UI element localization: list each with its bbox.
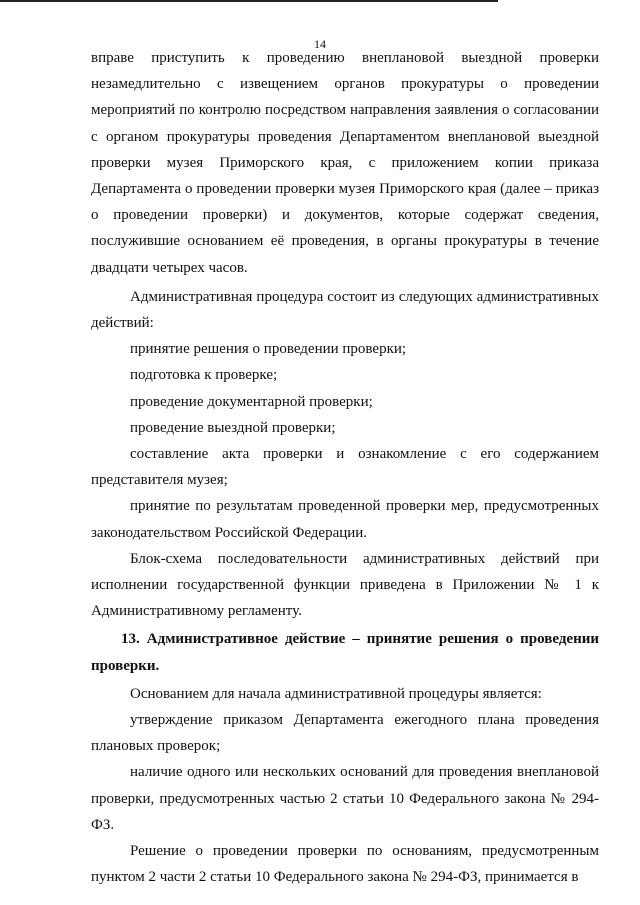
paragraph-flowchart: Блок-схема последовательности административных действий при исполнении государственной функции приведена в Приложении № 1 к Административному регламенту. (91, 550, 599, 620)
list-item-decision: принятие решения о проведении проверки; (130, 341, 407, 358)
paragraph-procedure-intro: Административная процедура состоит из следующих административных действий: (91, 288, 599, 332)
document-body (91, 45, 599, 891)
paragraph-grounds-intro: Основанием для начала административной процедуры является: (130, 685, 542, 702)
list-item-field-check: проведение выездной проверки; (130, 419, 336, 436)
paragraph-decision: Решение о проведении проверки по основаниям, предусмотренным пунктом 2 части 2 статьи 10 Федерального закона № 294-ФЗ, принимается в (91, 843, 599, 886)
list-item-measures: принятие по результатам проведенной проверки мер, предусмотренных законодательством Российской Федерации. (91, 498, 599, 541)
page-number: 14 (314, 37, 326, 51)
list-item-preparation: подготовка к проверке; (130, 367, 278, 384)
section-heading: 13. Административное действие – принятие решения о проведении проверки. (91, 631, 599, 674)
top-border-line (0, 0, 498, 2)
paragraph-grounds-unplanned: наличие одного или нескольких оснований для проведения внеплановой проверки, предусмотренных частью 2 статьи 10 Федерального закона № 294-ФЗ. (91, 764, 599, 833)
paragraph-continuation: вправе приступить к проведению внеплановой выездной проверки незамедлительно с извещением органов прокуратуры о проведении мероприятий по контролю посредством направления заявления о согласовании с органом прокуратуры проведения Департаментом внеплановой выездной проверки музея Приморского края, с приложением копии приказа Департамента о проведении проверки музея Приморского края (далее – приказ о проведении проверки) и документов, которые содержат сведения, послужившие основанием её проведения, в органы прокуратуры в течение двадцати четырех часов. (91, 50, 599, 276)
list-item-act: составление акта проверки и ознакомление с его содержанием представителя музея; (91, 446, 599, 489)
paragraph-grounds-plan: утверждение приказом Департамента ежегодного плана проведения плановых проверок; (91, 712, 599, 755)
list-item-documentary-check: проведение документарной проверки; (130, 393, 373, 410)
